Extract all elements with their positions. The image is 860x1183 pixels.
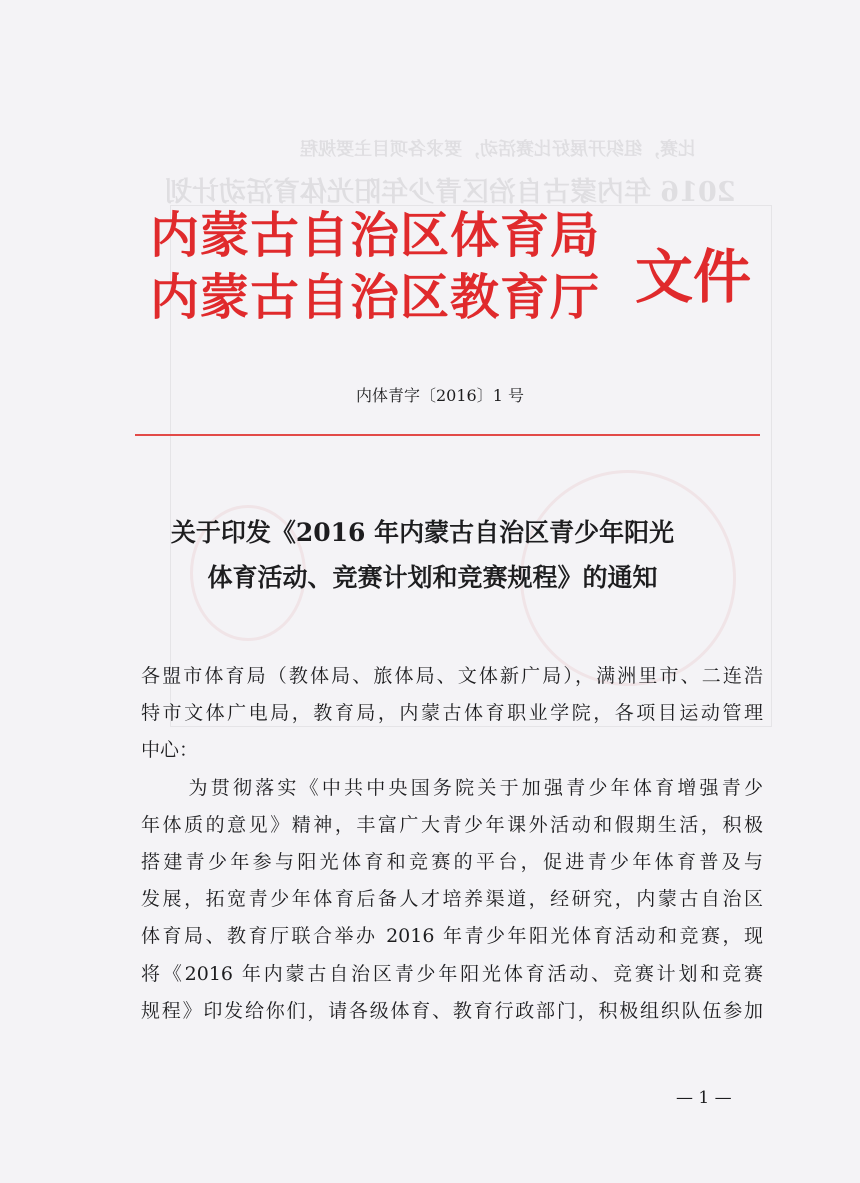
issuer-education-dept: 内蒙古自治区教育厅 (150, 269, 601, 326)
red-divider (135, 434, 760, 436)
issuer-sports-bureau: 内蒙古自治区体育局 (150, 207, 601, 264)
paragraph-line: 为贯彻落实《中共中央国务院关于加强青少年体育增强青少 (188, 776, 763, 799)
paragraph-line: 发展，拓宽青少年体育后备人才培养渠道，经研究，内蒙古自治区 (141, 888, 763, 911)
addressee-line: 中心： (141, 739, 199, 762)
document-title (0, 510, 860, 600)
addressee (141, 658, 763, 770)
document-number: 内体青字〔2016〕1 号 (356, 386, 524, 405)
document-body (141, 658, 763, 1030)
paragraph-line: 搭建青少年参与阳光体育和竞赛的平台，促进青少年体育普及与 (141, 851, 763, 874)
body-paragraph (141, 770, 763, 1030)
letterhead-suffix: 文件 (635, 243, 752, 311)
bleed-through-line-2: 2016 年内蒙古自治区青少年阳光体育活动计划 (165, 177, 736, 208)
paragraph-line: 体育局、教育厅联合举办 2016 年青少年阳光体育活动和竞赛，现 (141, 925, 763, 948)
title-line-1: 关于印发《2016 年内蒙古自治区青少年阳光 (170, 518, 675, 547)
page-number: — 1 — (676, 1088, 732, 1108)
letterhead (150, 205, 600, 329)
bleed-through-line-1: 比赛，组织开展好比赛活动，要求各项目主要规程 (300, 139, 696, 160)
addressee-line: 特市文体广电局，教育局，内蒙古体育职业学院，各项目运动管理 (141, 702, 763, 725)
addressee-line: 各盟市体育局（教体局、旅体局、文体新广局），满洲里市、二连浩 (141, 665, 763, 687)
paragraph-line: 规程》印发给你们，请各级体育、教育行政部门，积极组织队伍参加 (141, 999, 763, 1022)
paragraph-line: 将《2016 年内蒙古自治区青少年阳光体育活动、竞赛计划和竞赛 (141, 962, 763, 985)
paragraph-line: 年体质的意见》精神，丰富广大青少年课外活动和假期生活，积极 (141, 813, 763, 836)
title-line-2: 体育活动、竞赛计划和竞赛规程》的通知 (207, 563, 658, 592)
